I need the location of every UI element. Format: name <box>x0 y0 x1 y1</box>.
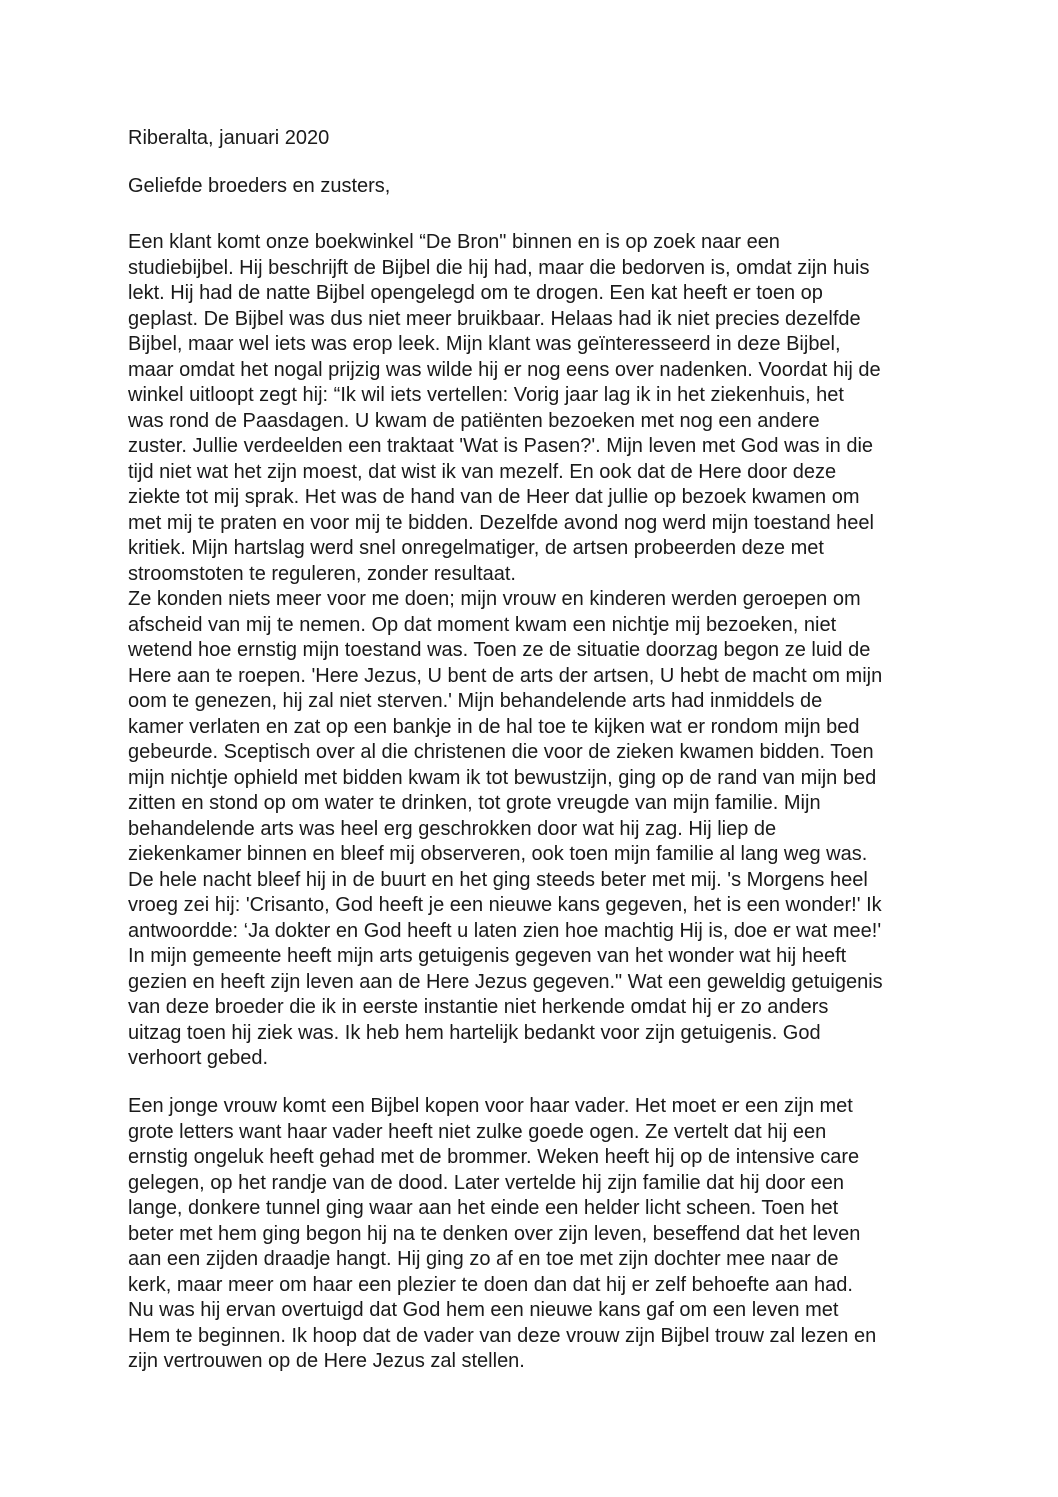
text-line: aan een zijden draadje hangt. Hij ging zo af en toe met zijn dochter mee naar de <box>128 1248 839 1270</box>
text-line: wetend hoe ernstig mijn toestand was. Toen ze de situatie doorzag begon ze luid de <box>128 639 871 661</box>
text-line: kerk, maar meer om haar een plezier te doen dan dat hij er zelf behoefte aan had. <box>128 1273 853 1296</box>
text-line: Ze konden niets meer voor me doen; mijn vrouw en kinderen werden geroepen om <box>128 588 861 610</box>
text-line: ziekenkamer binnen en bleef mij observeren, ook toen mijn familie al lang weg was. <box>128 843 868 865</box>
text-line: ernstig ongeluk heeft gehad met de brommer. Weken heeft hij op de intensive care <box>128 1146 860 1168</box>
text-line: lekt. Hij had de natte Bijbel opengelegd om te drogen. Een kat heeft er toen op <box>128 282 823 304</box>
text-line: winkel uitloopt zegt hij: “Ik wil iets vertellen: Vorig jaar lag ik in het ziekenhuis, het <box>128 384 844 406</box>
text-line: grote letters want haar vader heeft niet zulke goede ogen. Ze vertelt dat hij een <box>128 1120 827 1143</box>
text-line: beter met hem ging begon hij na te denken over zijn leven, beseffend dat het leven <box>128 1222 861 1245</box>
text-line: Een jonge vrouw komt een Bijbel kopen voor haar vader. Het moet er een zijn met <box>128 1095 853 1117</box>
text-line: studiebijbel. Hij beschrijft de Bijbel die hij had, maar die bedorven is, omdat zijn huis <box>128 256 870 279</box>
text-line: met mij te praten en voor mij te bidden. Dezelfde avond nog werd mijn toestand heel <box>128 511 874 534</box>
text-line: Bijbel, maar wel iets was erop leek. Mijn klant was geïnteresseerd in deze Bijbel, <box>128 333 841 355</box>
text-line: verhoort gebed. <box>128 1047 269 1069</box>
text-line: van deze broeder die ik in eerste instantie niet herkende omdat hij er zo anders <box>128 996 829 1018</box>
text-line: Een klant komt onze boekwinkel “De Bron" binnen en is op zoek naar een <box>128 231 780 253</box>
text-line: zijn vertrouwen op de Here Jezus zal stellen. <box>128 1350 525 1372</box>
place-date: Riberalta, januari 2020 <box>128 127 330 149</box>
text-line: geplast. De Bijbel was dus niet meer bruikbaar. Helaas had ik niet precies dezelfde <box>128 307 861 330</box>
text-line: gebeurde. Sceptisch over al die christenen die voor de zieken kwamen bidden. Toen <box>128 741 874 763</box>
text-line: In mijn gemeente heeft mijn arts getuigenis gegeven van het wonder wat hij heeft <box>128 945 847 967</box>
text-line: mijn nichtje ophield met bidden kwam ik tot bewustzijn, ging op de rand van mijn bed <box>128 766 877 789</box>
text-line: stroomstoten te reguleren, zonder resultaat. <box>128 562 516 585</box>
text-line: zuster. Jullie verdeelden een traktaat 'Wat is Pasen?'. Mijn leven met God was in die <box>128 435 874 457</box>
text-line: was rond de Paasdagen. U kwam de patiënten bezoeken met nog een andere <box>128 409 820 432</box>
text-line: behandelende arts was heel erg geschrokken door wat hij zag. Hij liep de <box>128 817 777 840</box>
text-line: lange, donkere tunnel ging waar aan het einde een helder licht scheen. Toen het <box>128 1197 839 1219</box>
text-line: ziekte tot mij sprak. Het was de hand van de Heer dat jullie op bezoek kwamen om <box>128 486 860 508</box>
text-line: De hele nacht bleef hij in de buurt en het ging steeds beter met mij. 's Morgens heel <box>128 868 868 891</box>
salutation: Geliefde broeders en zusters, <box>128 175 391 197</box>
text-line: antwoordde: ‘Ja dokter en God heeft u laten zien hoe machtig Hij is, doe er wat mee!' <box>128 919 882 942</box>
text-line: uitzag toen hij ziek was. Ik heb hem hartelijk bedankt voor zijn getuigenis. God <box>128 1021 821 1044</box>
text-line: afscheid van mij te nemen. Op dat moment kwam een nichtje mij bezoeken, niet <box>128 613 837 636</box>
text-line: oom te genezen, hij zal niet sterven.' Mijn behandelende arts had inmiddels de <box>128 690 823 712</box>
text-line: Here aan te roepen. 'Here Jezus, U bent de arts der artsen, U hebt de macht om mijn <box>128 664 883 687</box>
text-line: gelegen, op het randje van de dood. Later vertelde hij zijn familie dat hij door een <box>128 1171 845 1194</box>
text-line: vroeg zei hij: 'Crisanto, God heeft je een nieuwe kans gegeven, het is een wonder!' Ik <box>128 894 882 916</box>
text-line: maar omdat het nogal prijzig was wilde hij er nog eens over nadenken. Voordat hij de <box>128 358 881 381</box>
text-line: zitten en stond op om water te drinken, tot grote vreugde van mijn familie. Mijn <box>128 792 821 814</box>
text-line: Nu was hij ervan overtuigd dat God hem een nieuwe kans gaf om een leven met <box>128 1299 839 1321</box>
text-line: Hem te beginnen. Ik hoop dat de vader van deze vrouw zijn Bijbel trouw zal lezen en <box>128 1324 877 1347</box>
text-line: kritiek. Mijn hartslag werd snel onregelmatiger, de artsen probeerden deze met <box>128 537 824 559</box>
text-line: tijd niet wat het zijn moest, dat wist ik van mezelf. En ook dat de Here door deze <box>128 460 837 483</box>
text-line: gezien en heeft zijn leven aan de Here Jezus gegeven." Wat een geweldig getuigenis <box>128 970 883 993</box>
text-line: kamer verlaten en zat op een bankje in de hal toe te kijken wat er rondom mijn bed <box>128 715 860 738</box>
